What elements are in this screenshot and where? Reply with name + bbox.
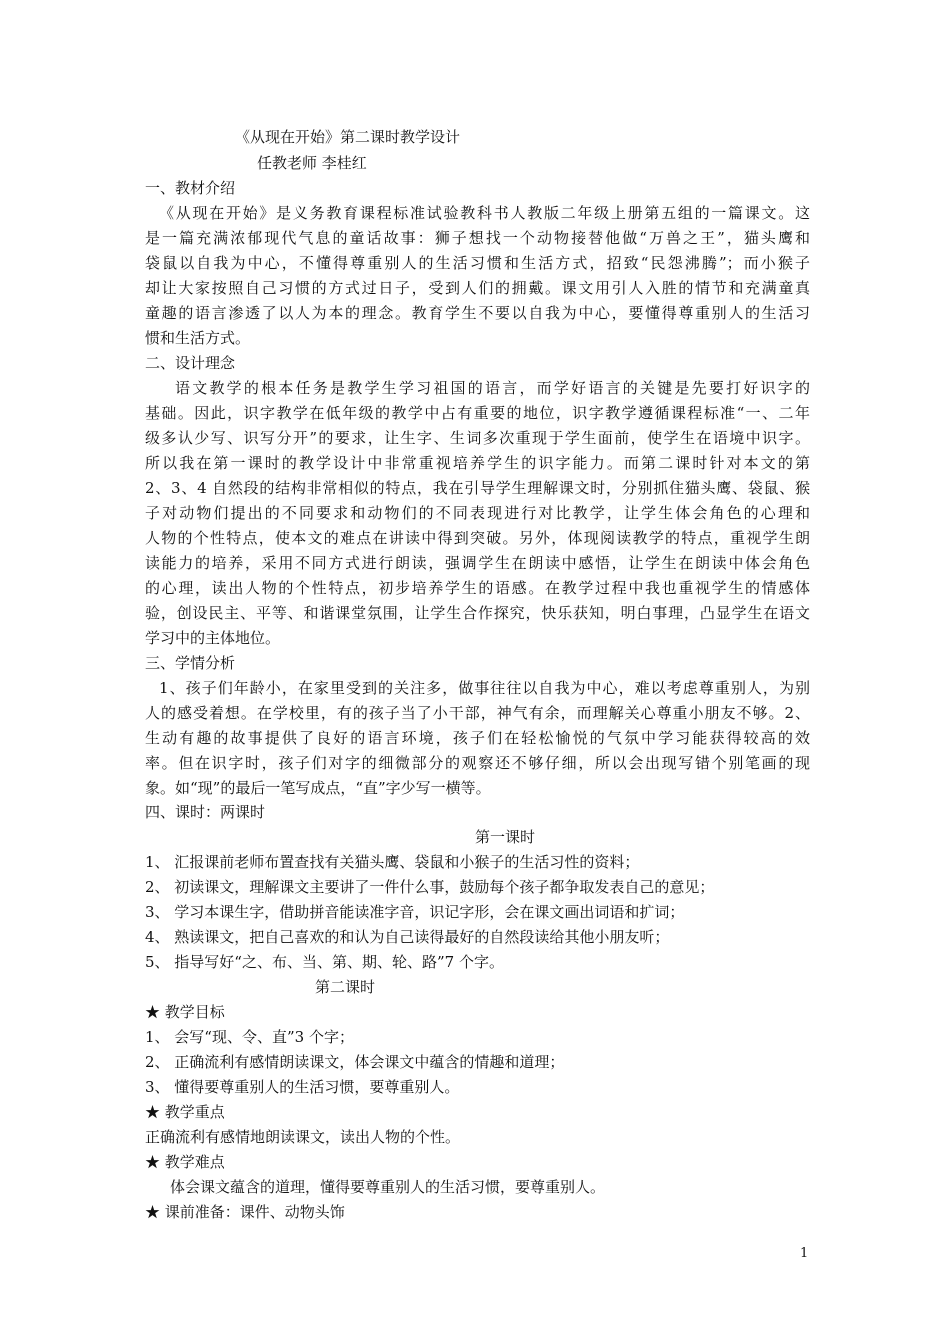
paragraph-line: 的心理，读出人物的个性特点，初步培养学生的语感。在教学过程中我也重视学生的情感体 (145, 579, 810, 597)
teacher-line: 任教老师 李桂红 (257, 154, 367, 172)
paragraph-line: 级多认少写、识写分开”的要求，让生字、生词多次重现于学生面前，使学生在语境中识字。 (145, 429, 810, 447)
list-item: 5、 指导写好“之、布、当、第、期、轮、路”7 个字。 (145, 953, 504, 971)
paragraph-line: 验，创设民主、平等、和谐课堂氛围，让学生合作探究，快乐获知，明白事理，凸显学生在语文 (145, 604, 810, 622)
focus-heading: ★ 教学重点 (145, 1103, 225, 1121)
list-item: 3、 懂得要尊重别人的生活习惯，要尊重别人。 (145, 1078, 460, 1096)
section-heading-textbook: 一、教材介绍 (145, 179, 236, 197)
paragraph-line: 语文教学的根本任务是教学生学习祖国的语言，而学好语言的关键是先要打好识字的 (175, 379, 810, 397)
focus-text: 正确流利有感情地朗读课文，读出人物的个性。 (145, 1128, 461, 1146)
paragraph-line: 是一篇充满浓郁现代气息的童话故事：狮子想找一个动物接替他做“万兽之王”，猫头鹰和 (145, 229, 810, 247)
page-number: 1 (800, 1246, 809, 1261)
document-title: 《从现在开始》第二课时教学设计 (235, 128, 461, 146)
goals-heading: ★ 教学目标 (145, 1003, 225, 1021)
paragraph-line: 子对动物们提出的不同要求和动物们的不同表现进行对比教学，让学生体会角色的心理和 (145, 504, 810, 522)
paragraph-line: 读能力的培养，采用不同方式进行朗读，强调学生在朗读中感悟，让学生在朗读中体会角色 (145, 554, 810, 572)
paragraph-line: 基础。因此，识字教学在低年级的教学中占有重要的地位，识字教学遵循课程标准“一、二年 (145, 404, 810, 422)
paragraph-line: 1、孩子们年龄小，在家里受到的关注多，做事往往以自我为中心，难以考虑尊重别人，为别 (159, 679, 810, 697)
list-item: 2、 正确流利有感情朗读课文，体会课文中蕴含的情趣和道理； (145, 1053, 565, 1071)
list-item: 4、 熟读课文，把自己喜欢的和认为自己读得最好的自然段读给其他小朋友听； (145, 928, 670, 946)
list-item: 1、 汇报课前老师布置查找有关猫头鹰、袋鼠和小猴子的生活习性的资料； (145, 853, 640, 871)
paragraph-line: 率。但在识字时，孩子们对字的细微部分的观察还不够仔细，所以会出现写错个别笔画的现 (145, 754, 810, 772)
paragraph-line: 所以我在第一课时的教学设计中非常重视培养学生的识字能力。而第二课时针对本文的第 (145, 454, 810, 472)
paragraph-line: 人的感受着想。在学校里，有的孩子当了小干部，神气有余，而理解关心尊重小朋友不够。2、 (145, 704, 810, 722)
paragraph-line: 却让大家按照自己习惯的方式过日子，受到人们的拥戴。课文用引人入胜的情节和充满童真 (145, 279, 810, 297)
paragraph-line: 2、3、4 自然段的结构非常相似的特点，我在引导学生理解课文时，分别抓住猫头鹰、袋鼠、猴 (145, 479, 810, 497)
first-period-title: 第一课时 (475, 828, 536, 846)
list-item: 2、 初读课文，理解课文主要讲了一件什么事，鼓励每个孩子都争取发表自己的意见； (145, 878, 715, 896)
paragraph-line: 惯和生活方式。 (145, 329, 251, 347)
paragraph-line: 学习中的主体地位。 (145, 629, 281, 647)
paragraph-line: 《从现在开始》是义务教育课程标准试验教科书人教版二年级上册第五组的一篇课文。这 (159, 204, 810, 222)
section-heading-design: 二、设计理念 (145, 354, 236, 372)
paragraph-line: 象。如“现”的最后一笔写成点，“直”字少写一横等。 (145, 779, 491, 797)
list-item: 3、 学习本课生字，借助拼音能读准字音，识记字形，会在课文画出词语和扩词； (145, 903, 685, 921)
difficulty-heading: ★ 教学难点 (145, 1153, 225, 1171)
paragraph-line: 人物的个性特点，使本文的难点在讲读中得到突破。另外，体现阅读教学的特点，重视学生朗 (145, 529, 810, 547)
section-heading-periods: 四、课时：两课时 (145, 803, 266, 821)
second-period-title: 第二课时 (315, 978, 376, 996)
list-item: 1、 会写“现、令、直”3 个字； (145, 1028, 354, 1046)
paragraph-line: 童趣的语言渗透了以人为本的理念。教育学生不要以自我为中心，要懂得尊重别人的生活习 (145, 304, 810, 322)
preparation-line: ★ 课前准备：课件、动物头饰 (145, 1203, 345, 1221)
paragraph-line: 生动有趣的故事提供了良好的语言环境，孩子们在轻松愉悦的气氛中学习能获得较高的效 (145, 729, 810, 747)
difficulty-text: 体会课文蕴含的道理，懂得要尊重别人的生活习惯，要尊重别人。 (170, 1178, 606, 1196)
paragraph-line: 袋鼠以自我为中心，不懂得尊重别人的生活习惯和生活方式，招致“民怨沸腾”；而小猴子 (145, 254, 810, 272)
section-heading-students: 三、学情分析 (145, 654, 236, 672)
